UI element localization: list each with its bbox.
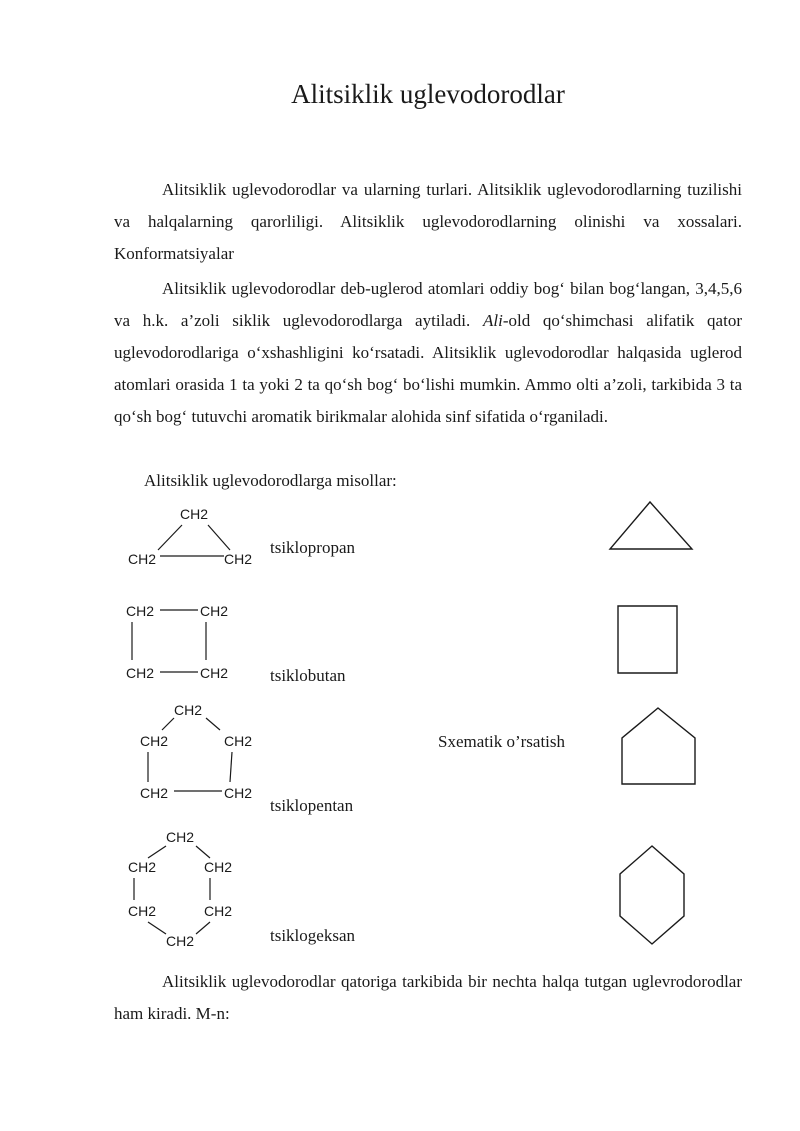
bond-line [206,718,220,730]
ch2-group-label: CH2 [140,785,169,801]
definition-text-end: -old qo‘shimchasi alifatik qator uglevodorodlariga o‘xshashligini ko‘rsatadi. Alitsiklik uglevodorodlar halqasida uglerod atomlari orasida 1 ta yoki 2 ta qo‘sh bog‘ bo‘lishi mumkin. Ammo olti a’zoli, tarkibida 3 ta qo‘sh bog‘ tutuvchi aromatik birikmalar alohida sinf sifatida o‘rganiladi. [114,311,742,426]
ch2-group-label: CH2 [166,933,195,949]
ch2-group-label: CH2 [174,702,203,718]
cyclopentane-structural-formula [138,698,268,804]
polycyclic-paragraph: Alitsiklik uglevodorodlar qatoriga tarkibida bir nechta halqa tutgan uglevrodorodlar ham kiradi. M-n: [114,972,742,1023]
ch2-group-label: CH2 [224,551,253,567]
compound-name-cyclohexane: tsiklogeksan [270,926,355,945]
ch2-group-label: CH2 [200,603,229,619]
cyclopropane-structural-formula [124,500,264,570]
bond-line [196,846,210,858]
hexagon-icon [618,844,690,946]
bond-line [230,752,232,782]
definition-paragraph [114,273,742,433]
triangle-icon [608,500,698,552]
bond-line [148,922,166,934]
pentagon-icon [620,706,700,786]
schematic-label: Sxematik o’rsatish [438,732,566,751]
ch2-group-label: CH2 [128,859,157,875]
ch2-group-label: CH2 [140,733,169,749]
ch2-group-label: CH2 [128,903,157,919]
ch2-group-label: CH2 [200,665,229,681]
bond-line [196,922,210,934]
ch2-group-label: CH2 [166,829,195,845]
bond-line [162,718,174,730]
ch2-group-label: CH2 [224,785,253,801]
definition-text-start: Alitsiklik uglevodorodlar deb-uglerod atomlari oddiy bog‘ bilan bog‘langan, 3,4,5,6 va h.k. a’zoli siklik uglevodorodlarga aytiladi. [114,279,742,330]
square-icon [616,604,680,676]
ch2-group-label: CH2 [180,506,209,522]
compound-name-cyclopentane: tsiklopentan [270,796,354,815]
ch2-group-label: CH2 [224,733,253,749]
ch2-group-label: CH2 [126,603,155,619]
definition-italic-term: Ali [482,311,503,330]
bond-line [208,525,230,550]
intro-paragraph: Alitsiklik uglevodorodlar va ularning turlari. Alitsiklik uglevodorodlarning tuzilishi va halqalarning qarorliligi. Alitsiklik uglevodorodlarning olinishi va xossalari. Konformatsiyalar [114,180,742,263]
cyclohexane-structural-formula [126,826,246,950]
cyclobutane-structural-formula [124,598,244,688]
compound-name-cyclobutane: tsiklobutan [270,666,346,685]
ch2-group-label: CH2 [204,859,233,875]
examples-intro: Alitsiklik uglevodorodlarga misollar: [144,471,397,490]
ch2-group-label: CH2 [128,551,157,567]
ch2-group-label: CH2 [204,903,233,919]
page-title: Alitsiklik uglevodorodlar [291,79,565,109]
bond-line [158,525,182,550]
compound-name-cyclopropane: tsiklopropan [270,538,355,557]
ch2-group-label: CH2 [126,665,155,681]
bond-line [148,846,166,858]
